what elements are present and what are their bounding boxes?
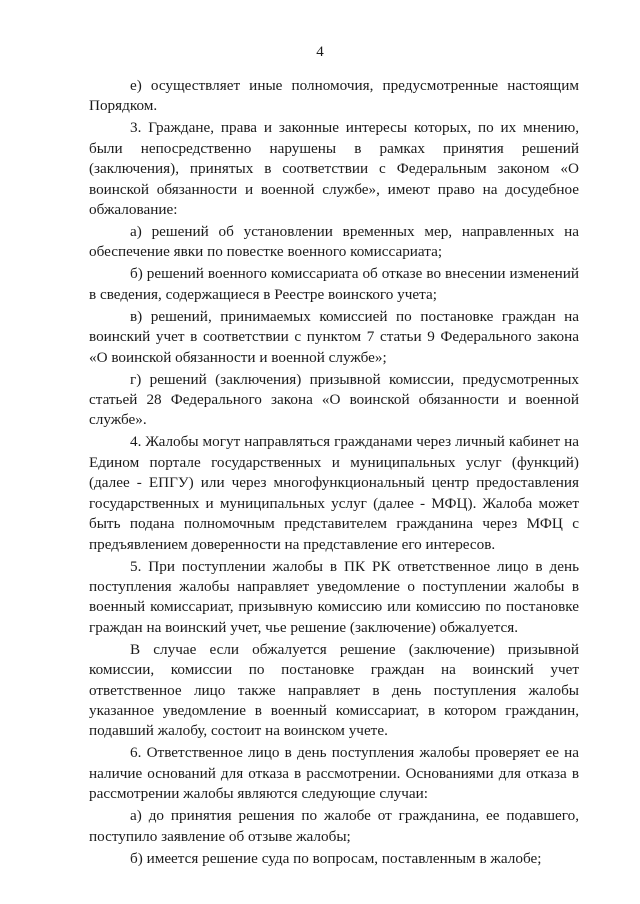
paragraph-item-g: г) решений (заключения) призывной комиссии, предусмотренных статьей 28 Федерального закона «О воинской обязанности и военной службе». <box>89 370 579 429</box>
paragraph-clause-3: 3. Граждане, права и законные интересы которых, по их мнению, были непосредственно нарушены в рамках принятия решений (заключения), принятых в соответствии с Федеральным законом «О воинской обязанности и военной службе», имеют право на досудебное обжалование: <box>89 119 579 219</box>
paragraph-item-b: б) решений военного комиссариата об отказе во внесении изменений в сведения, содержащиеся в Реестре воинского учета; <box>89 265 579 303</box>
paragraph-clause-6-item-a: а) до принятия решения по жалобе от гражданина, ее подавшего, поступило заявление об отзыве жалобы; <box>89 807 579 845</box>
paragraph-clause-6-item-b: б) имеется решение суда по вопросам, поставленным в жалобе; <box>130 849 542 867</box>
page-number: 4 <box>316 44 324 60</box>
paragraph-clause-4: 4. Жалобы могут направляться гражданами через личный кабинет на Едином портале государственных и муниципальных услуг (функций) (далее - ЕПГУ) или через многофункциональный центр предоставления государственных и муниципальных услуг (далее - МФЦ). Жалоба может быть подана полномочным представителем гражданина через МФЦ с предъявлением доверенности на представление его интересов. <box>89 433 579 553</box>
paragraph-clause-5: 5. При поступлении жалобы в ПК РК ответственное лицо в день поступления жалобы направляет уведомление о поступлении жалобы в военный комиссариат, призывную комиссию или комиссию по постановке граждан на воинский учет, чье решение (заключение) обжалуется. <box>89 557 579 636</box>
paragraph-item-a: а) решений об установлении временных мер, направленных на обеспечение явки по повестке военного комиссариата; <box>89 223 579 261</box>
paragraph-clause-6: 6. Ответственное лицо в день поступления жалобы проверяет ее на наличие оснований для отказа в рассмотрении. Основаниями для отказа в рассмотрении жалобы являются следующие случаи: <box>89 744 579 803</box>
paragraph-item-e: е) осуществляет иные полномочия, предусмотренные настоящим Порядком. <box>89 77 579 115</box>
document-body <box>89 76 579 869</box>
paragraph-clause-5-continued: В случае если обжалуется решение (заключение) призывной комиссии, комиссии по постановке граждан на воинский учет ответственное лицо также направляет в день поступления жалобы указанное уведомление в военный комиссариат, в котором гражданин, подавший жалобу, состоит на воинском учете. <box>89 640 579 740</box>
paragraph-item-v: в) решений, принимаемых комиссией по постановке граждан на воинский учет в соответствии с пунктом 7 статьи 9 Федерального закона «О воинской обязанности и военной службе»; <box>89 307 579 366</box>
